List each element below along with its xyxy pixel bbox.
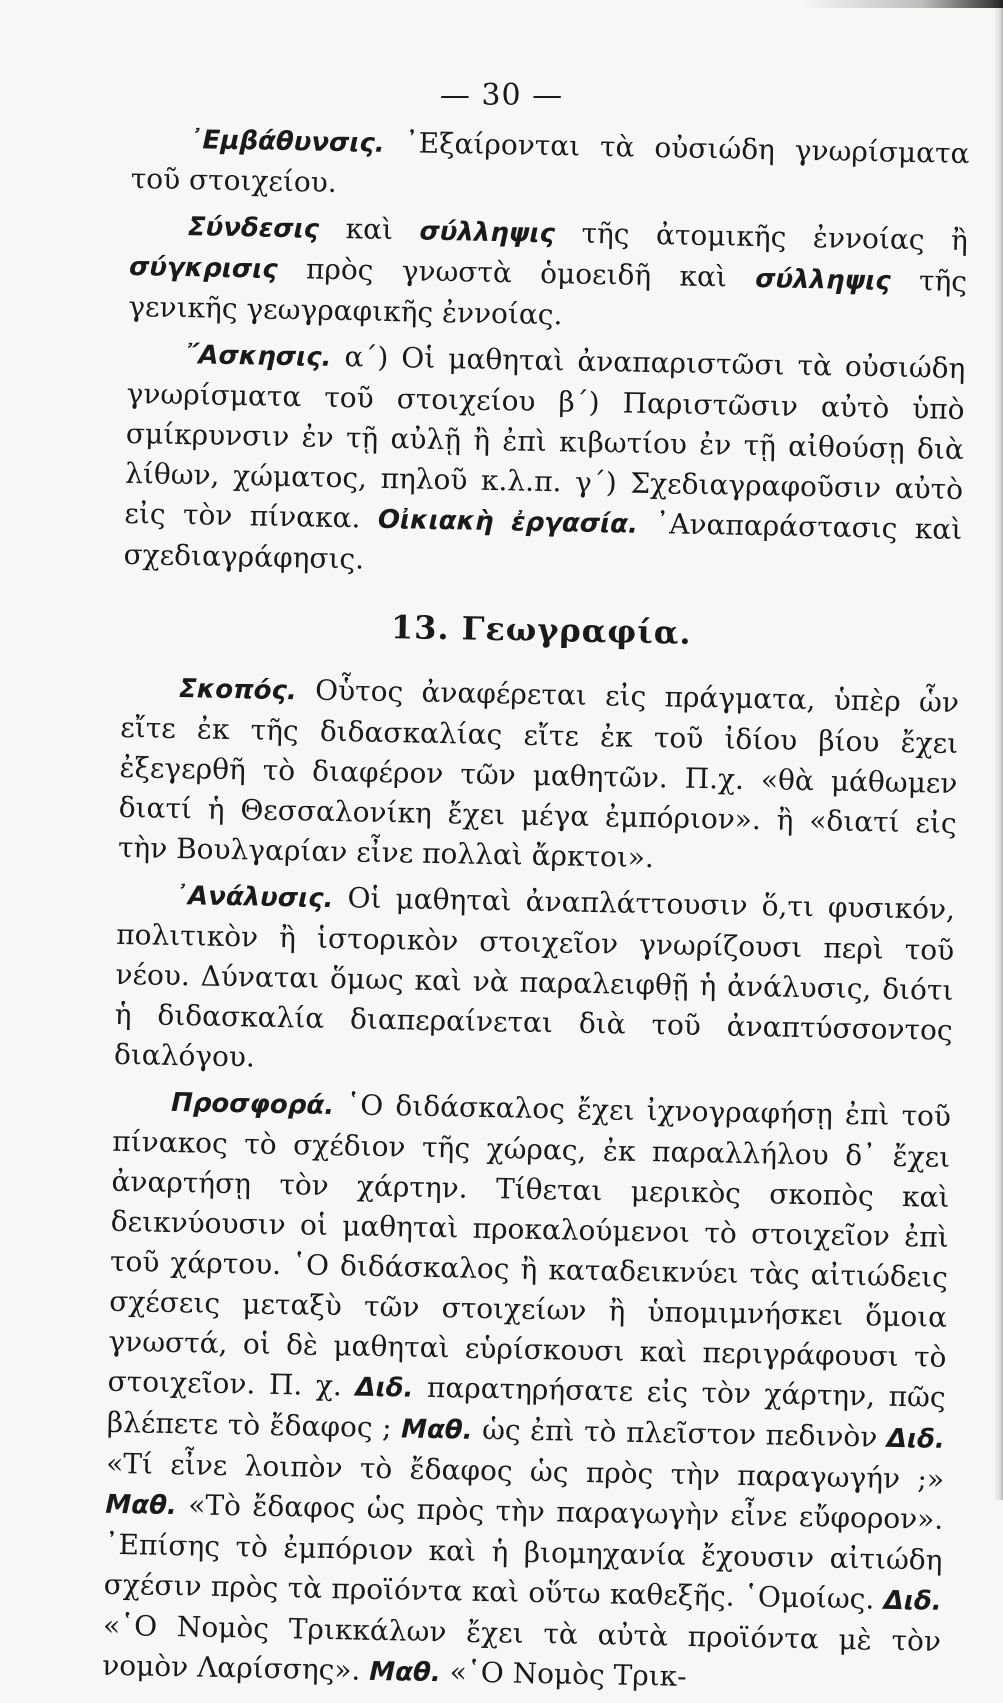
term-syllipsis: σύλληψις <box>419 216 556 250</box>
paragraph-analysis <box>114 874 956 1091</box>
paragraph-text: «Τὸ ἔδαφος ὡς πρὸς τὴν παραγωγὴν εἶνε εὔφορον». ᾽Επίσης τὸ ἐμπόριον καὶ ἡ βιομηχανία ἔχουσιν αἰτιώδη σχέσιν πρὸς τὰ προϊόντα καὶ οὕτω καθεξῆς. ῾Ομοίως. <box>103 1488 944 1616</box>
term-syndesis: Σύνδεσις <box>187 212 320 245</box>
paragraph-askisis <box>123 333 965 591</box>
paragraph-text: ῾Ο διδάσκαλος ἔχει ἰχνογραφήσῃ ἐπὶ τοῦ πίνακος τὸ σχέδιον τῆς χώρας, ἐκ παραλλήλου δ᾽ ἔχει ἀναρτήσῃ τὸν χάρτην. Τίθεται μερικὸς σκοπὸς καὶ δεικνύουσιν οἱ μαθηταὶ προκαλούμενοι τὸ στοιχεῖον ἐπὶ τοῦ χάρτου. ῾Ο διδάσκαλος ἢ καταδεικνύει τὰς αἰτιώδεις σχέσεις μεταξὺ τῶν στοιχείων ἢ ὑπομιμνήσκει ὅμοια γνωστά, οἱ δὲ μαθηταὶ εὑρίσκουσι καὶ περιγράφουσι τὸ στοιχεῖον. Π. χ. <box>107 1088 952 1403</box>
paragraph-text: ᾽Εξαίρονται τὰ οὐσιώδη γνωρίσματα τοῦ στοιχείου. <box>130 125 970 199</box>
speaker-teacher: Διδ. <box>886 1423 946 1455</box>
page-number: — 30 — <box>439 78 564 113</box>
term-syllipsis-2: σύλληψις <box>755 263 891 297</box>
scan-top-edge <box>0 0 1003 8</box>
paragraph-text: καὶ <box>318 211 420 247</box>
paragraph-syndesis <box>128 205 968 343</box>
paragraph-skopos <box>118 667 960 884</box>
term-prosfora: Προσφορά. <box>170 1087 335 1122</box>
page-body <box>102 118 970 1703</box>
paragraph-text: Οἱ μαθηταὶ ἀναπλάττουσιν ὅ,τι φυσικόν, πολιτικὸν ἢ ἱστορικὸν στοιχεῖον γνωρίζουσι περὶ τοῦ νέου. Δύναται ὅμως καὶ νὰ παραλειφθῇ ἡ ἀνάλυσις, διότι ἡ διδασκαλία διαπεραίνεται διὰ τοῦ ἀναπτύσσοντος διαλόγου. <box>113 881 956 1074</box>
paragraph-text: παρατηρήσατε εἰς τὸν χάρτην, πῶς βλέπετε τὸ ἔδαφος ; <box>106 1370 946 1445</box>
paragraph-text: ὡς ἐπὶ τὸ πλεῖστον πεδινὸν <box>472 1412 888 1454</box>
paragraph-text: «Τί εἶνε λοιπὸν τὸ ἔδαφος ὡς πρὸς τὴν παραγωγήν ;» <box>105 1446 945 1496</box>
paragraph-prosfora <box>102 1081 951 1703</box>
term-oikiaki-ergasia: Οἰκιακὴ ἐργασία. <box>377 504 639 540</box>
paragraph-text: πρὸς γνωστὰ ὁμοειδῆ καὶ <box>277 251 756 294</box>
scan-right-edge <box>993 0 1003 1500</box>
term-embathynsis: ᾽Εμβάθυνσις. <box>189 125 386 159</box>
paragraph-text: «῾Ο Νομὸς Τρικκάλων ἔχει τὰ αὐτὰ προϊόντα μὲ τὸν νομὸν Λαρίσσης». <box>101 1608 942 1687</box>
term-askisis: ῎Ασκησις. <box>185 340 332 373</box>
speaker-student: Μαθ. <box>368 1656 442 1689</box>
paragraph-embathynsis <box>130 118 969 215</box>
speaker-student: Μαθ. <box>400 1414 473 1446</box>
speaker-teacher: Διδ. <box>355 1372 414 1404</box>
paragraph-text: α΄) Οἱ μαθηταὶ ἀναπαριστῶσι τὰ οὐσιώδη γνωρίσματα τοῦ στοιχείου β΄) Παριστῶσιν αὐτὸ ὑπὸ σμίκρυνσιν ἐν τῇ αὐλῇ ἢ ἐπὶ κιβωτίου ἐν τῇ αἰθούσῃ διὰ λίθων, χώματος, πηλοῦ κ.λ.π. γ΄) Σχεδιαγραφοῦσιν αὐτὸ εἰς τὸν πίνακα. <box>124 339 966 535</box>
term-analysis: ᾽Ανάλυσις. <box>174 880 334 915</box>
section-heading: 13. Γεωγραφία. <box>390 608 692 652</box>
speaker-teacher: Διδ. <box>883 1585 942 1617</box>
paragraph-text: τῆς γενικῆς γεωγραφικῆς ἐννοίας. <box>128 263 968 332</box>
paragraph-text: «῾Ο Νομὸς Τρικ- <box>440 1655 688 1693</box>
term-sygkrisis: σύγκρισις <box>128 251 278 285</box>
paragraph-text: ᾽Αναπαράστασις καὶ σχεδιαγράφησις. <box>123 506 963 576</box>
speaker-student: Μαθ. <box>105 1489 178 1522</box>
term-skopos: Σκοπός. <box>178 674 298 707</box>
paragraph-text: τῆς ἀτομικῆς ἐννοίας ἢ <box>554 216 969 258</box>
paragraph-text: Οὗτος ἀναφέρεται εἰς πράγματα, ὑπὲρ ὧν εἴτε ἐκ τῆς διδασκαλίας εἴτε ἐκ τοῦ ἰδίου βίου ἔχει ἐξεγερθῆ τὸ διαφέρον τῶν μαθητῶν. Π.χ. «θὰ μάθωμεν διατί ἡ Θεσσαλονίκη ἔχει μέγα ἐμπόριον». ἢ «διατί εἰς τὴν Βουλγαρίαν εἶνε πολλαὶ ἄρκτοι». <box>117 673 960 875</box>
